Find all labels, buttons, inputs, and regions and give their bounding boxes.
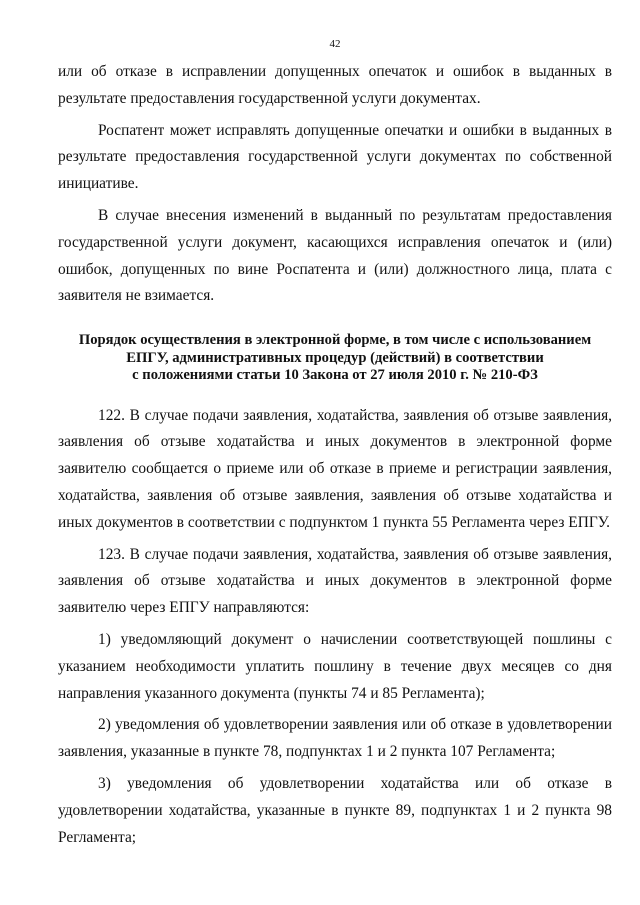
section-heading-line-2: ЕПГУ, административных процедур (действий) в соответствии <box>126 349 544 366</box>
section-heading-line-3: с положениями статьи 10 Закона от 27 июля 2010 г. № 210-ФЗ <box>132 367 538 384</box>
paragraph-continuation: или об отказе в исправлении допущенных опечаток и ошибок в выданных в результате предоставления государственной услуги документах. <box>58 63 612 107</box>
list-item-1: 1) уведомляющий документ о начислении соответствующей пошлины с указанием необходимости уплатить пошлину в течение двух месяцев со дня направления указанного документа (пункты 74 и 85 Регламента); <box>58 631 612 702</box>
paragraph-rospatent-corrections: Роспатент может исправлять допущенные опечатки и ошибки в выданных в результате предоставления государственной услуги документах по собственной инициативе. <box>58 121 612 193</box>
paragraph-122: 122. В случае подачи заявления, ходатайства, заявления об отзыве заявления, заявления об отзыве ходатайства и иных документов в электронной форме заявителю сообщается о приеме или об отказе в приеме и регистрации заявления, ходатайства, заявления об отзыве заявления, заявления об отзыве ходатайства и иных документов в соответствии с подпунктом 1 пункта 55 Регламента через ЕПГУ. <box>58 406 612 531</box>
page-number: 42 <box>329 38 341 50</box>
section-heading <box>58 332 612 385</box>
document-body <box>58 59 612 851</box>
list-item-2: 2) уведомления об удовлетворении заявления или об отказе в удовлетворении заявления, указанные в пункте 78, подпунктах 1 и 2 пункта 107 Регламента; <box>58 716 612 761</box>
list-item-3: 3) уведомления об удовлетворении ходатайства или об отказе в удовлетворении ходатайства, указанные в пункте 89, подпунктах 1 и 2 пункта 98 Регламента; <box>58 775 612 846</box>
document-page <box>58 0 612 905</box>
paragraph-no-fee: В случае внесения изменений в выданный по результатам предоставления государственной услуги документ, касающихся исправления опечаток и (или) ошибок, допущенных по вине Роспатента и (или) должностного лица, плата с заявителя не взимается. <box>58 206 612 305</box>
section-heading-line-1: Порядок осуществления в электронной форме, в том числе с использованием <box>78 332 592 349</box>
paragraph-123: 123. В случае подачи заявления, ходатайства, заявления об отзыве заявления, заявления об отзыве ходатайства и иных документов в электронной форме заявителю через ЕПГУ направляются: <box>58 545 612 617</box>
